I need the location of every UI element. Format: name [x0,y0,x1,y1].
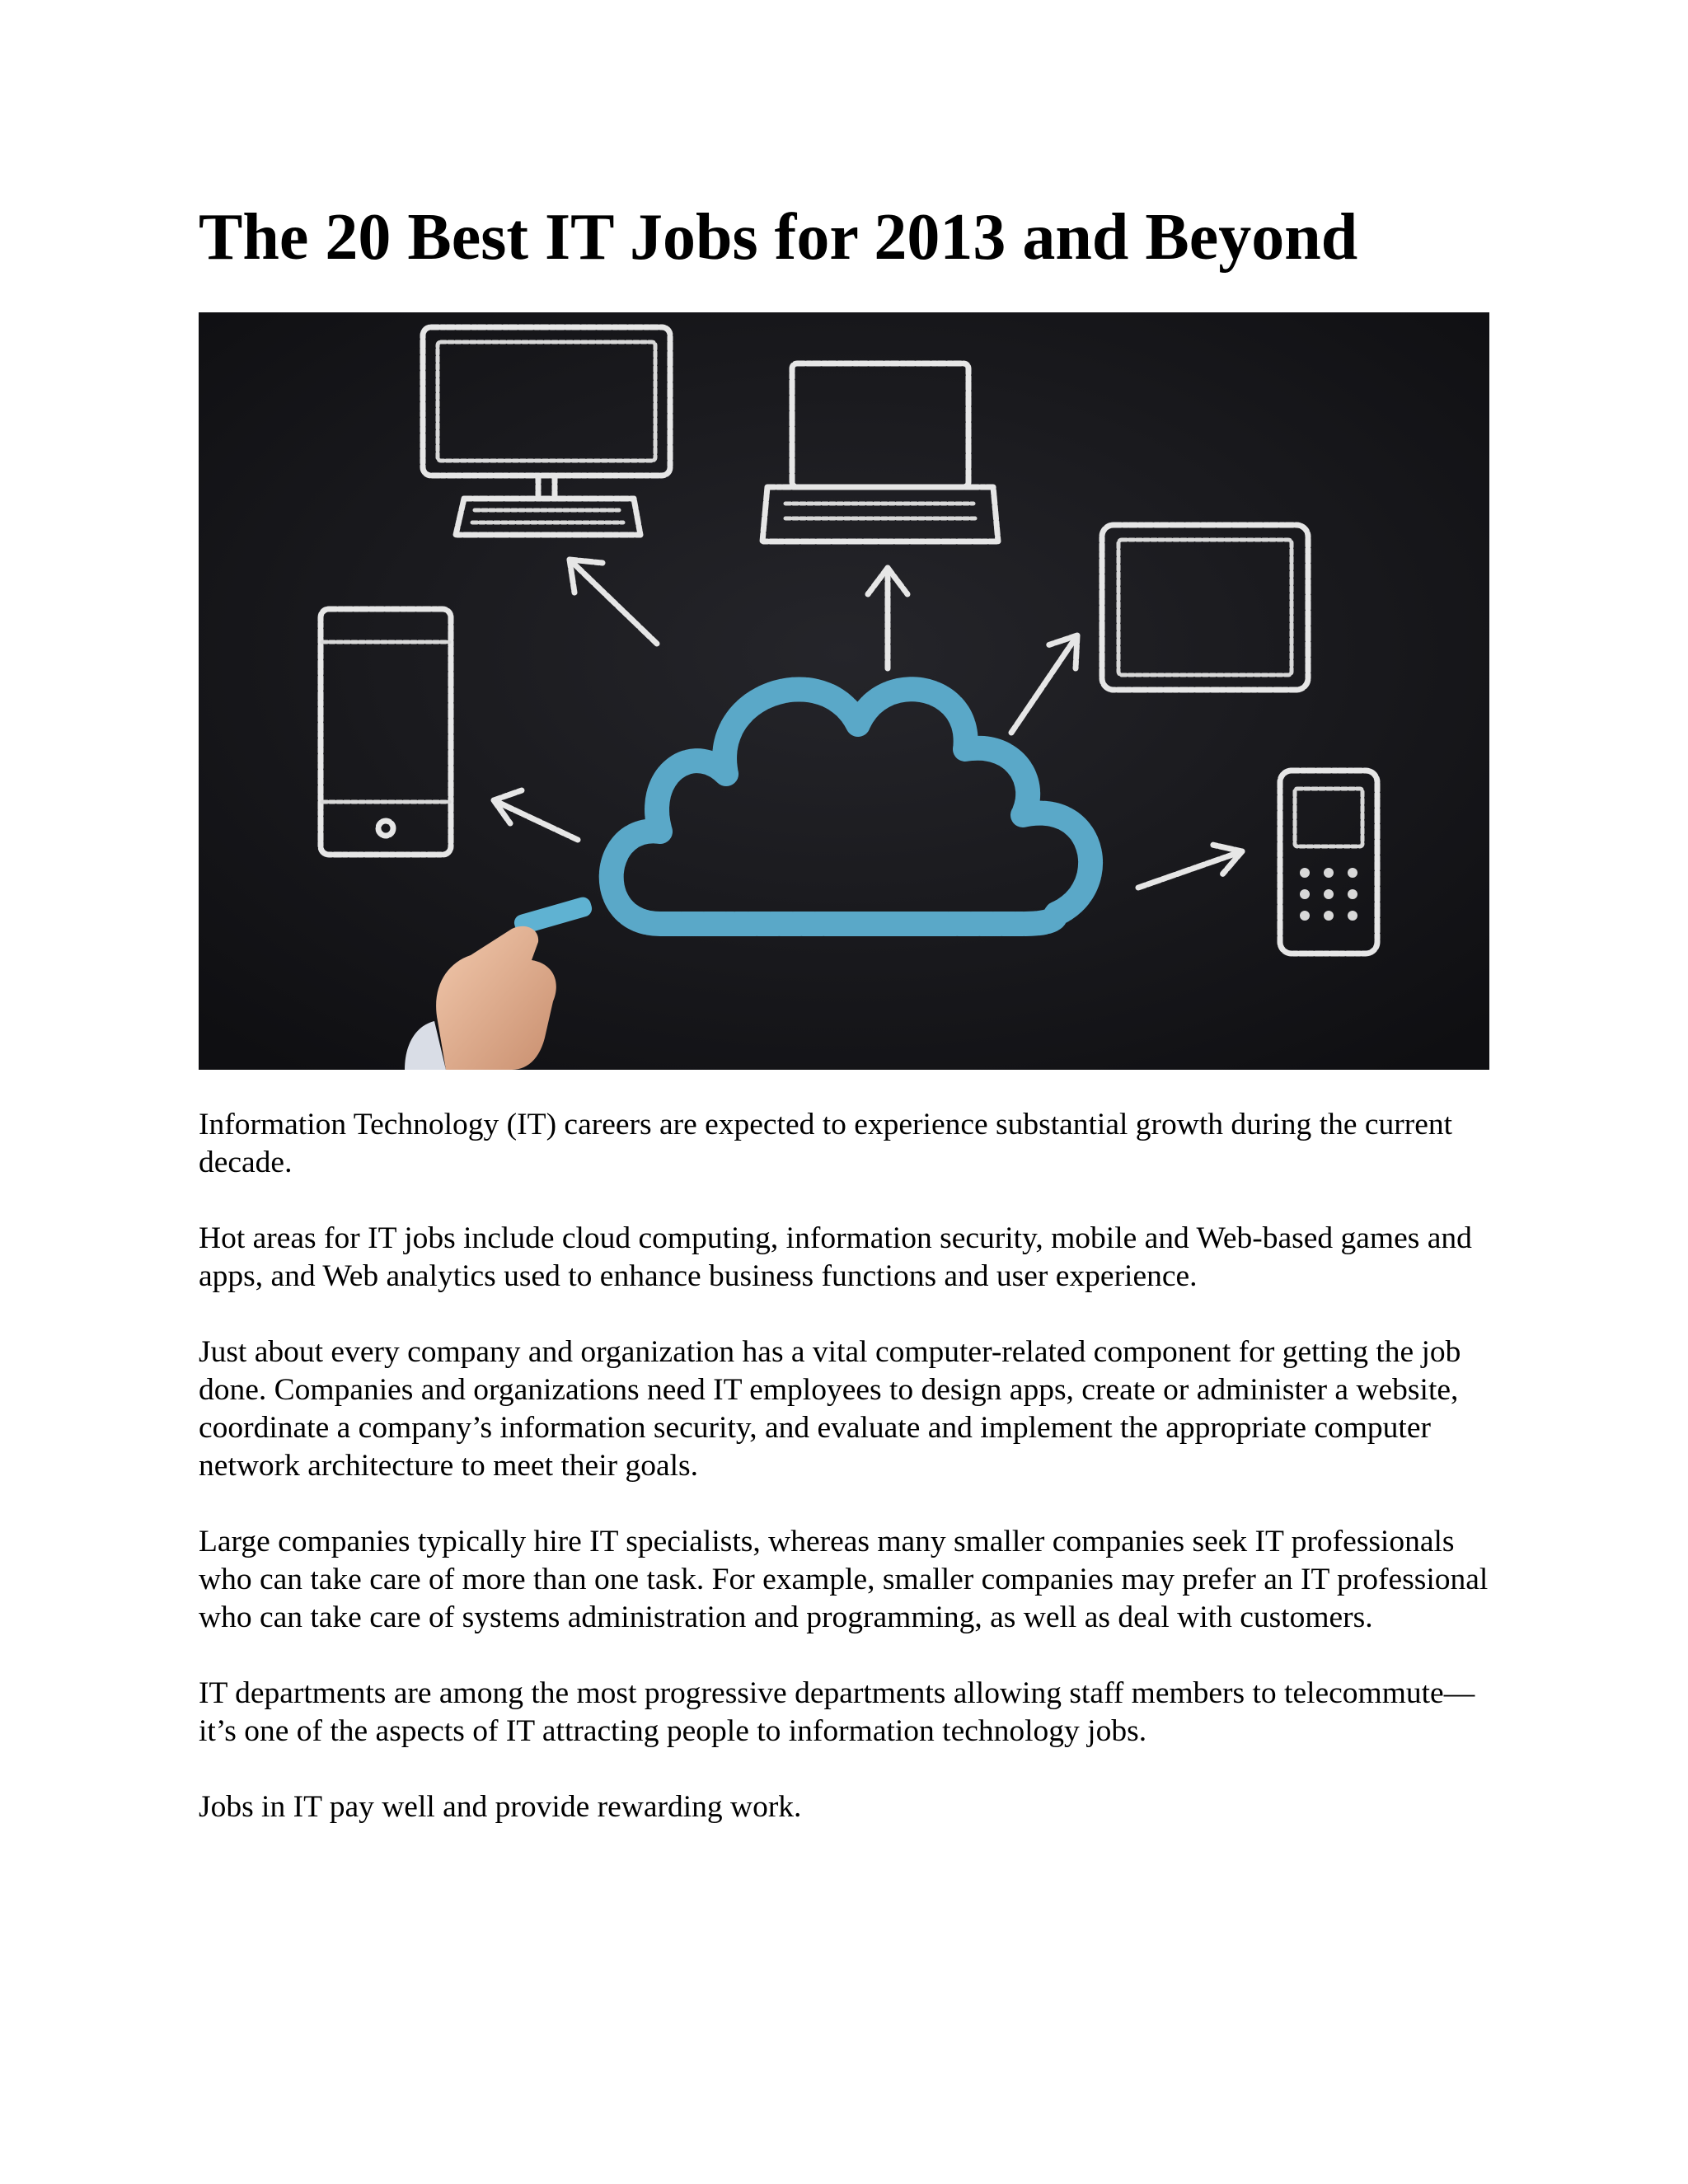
paragraph: Information Technology (IT) careers are expected to experience substantial growth during the current decade. [199,1108,1453,1179]
paragraph: IT departments are among the most progressive departments allowing staff members to telecommute—it’s one of the aspects of IT attracting people to information technology jobs. [199,1676,1475,1748]
paragraph: Just about every company and organization has a vital computer-related component for getting the job done. Companies and organizations need IT employees to design apps, create or administer a website, coordinate a company’s information security, and evaluate and implement the appropriate computer network architecture to meet their goals. [199,1335,1461,1483]
paragraph: Jobs in IT pay well and provide rewarding work. [199,1790,802,1824]
cloud-computing-illustration [199,312,1489,1070]
article-title: The 20 Best IT Jobs for 2013 and Beyond [199,201,1358,274]
article-body [199,1106,1501,1864]
paragraph: Hot areas for IT jobs include cloud computing, information security, mobile and Web-based games and apps, and Web analytics used to enhance business functions and user experience. [199,1221,1472,1293]
paragraph: Large companies typically hire IT specialists, whereas many smaller companies seek IT professionals who can take care of more than one task. For example, smaller companies may prefer an IT professional who can take care of systems administration and programming, as well as deal with customers. [199,1525,1489,1634]
